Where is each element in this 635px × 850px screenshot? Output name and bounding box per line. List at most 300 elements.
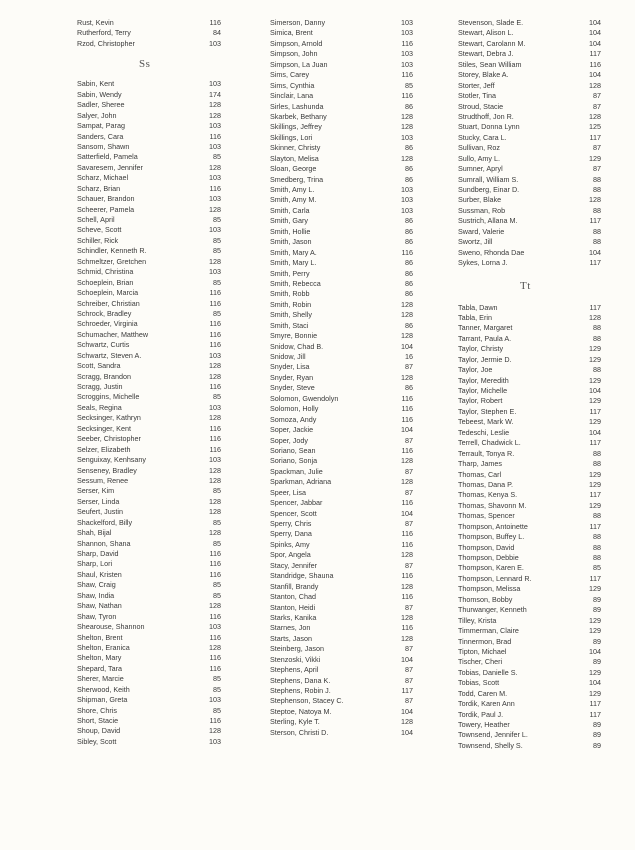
entry-name: Skillings, Jeffrey <box>270 122 322 132</box>
index-entry <box>458 459 601 469</box>
entry-page-number: 128 <box>401 111 413 121</box>
entry-name: Stephens, Robin J. <box>270 686 331 695</box>
entry-page-number: 128 <box>209 110 221 120</box>
index-entry <box>270 634 413 644</box>
index-entry <box>77 716 221 726</box>
entry-page-number: 87 <box>405 435 413 445</box>
entry-name: Shepard, Tara <box>77 663 123 673</box>
entry-name: Taylor, Stephen E. <box>458 406 517 416</box>
entry-page-number: 85 <box>213 308 221 318</box>
entry-page-number: 104 <box>401 508 413 518</box>
entry-page-number: 103 <box>209 267 221 277</box>
entry-page-number: 103 <box>209 79 221 89</box>
entry-page-number: 129 <box>589 584 601 594</box>
entry-name: Tilley, Krista <box>458 615 497 625</box>
entry-page-number: 125 <box>589 122 601 132</box>
entry-name: Stewart, Debra J. <box>458 49 514 59</box>
entry-page-number: 87 <box>593 101 601 111</box>
entry-name: Smith, Rebecca <box>270 278 321 288</box>
entry-name: Todd, Caren M. <box>458 688 508 698</box>
entry-name: Sinclair, Lana <box>270 91 314 101</box>
entry-name: Short, Stacie <box>77 716 119 725</box>
entry-name: Smith, Jason <box>270 237 312 247</box>
index-entry <box>270 102 413 112</box>
entry-name: Terrell, Chadwick L. <box>458 438 521 448</box>
entry-name: Taylor, Robert <box>458 396 503 406</box>
entry-page-number: 128 <box>401 633 413 643</box>
entry-page-number: 87 <box>593 91 601 101</box>
entry-name: Stacy, Jennifer <box>270 560 318 570</box>
index-entry <box>270 300 413 310</box>
entry-page-number: 116 <box>209 653 221 663</box>
entry-name: Satterfield, Pamela <box>77 152 138 162</box>
index-entry <box>77 434 221 444</box>
entry-name: Shaw, Tyron <box>77 611 117 621</box>
entry-name: Stevenson, Slade E. <box>458 18 524 27</box>
entry-page-number: 86 <box>405 258 413 268</box>
index-entry <box>77 486 221 496</box>
entry-name: Sperry, Dana <box>270 529 312 539</box>
entry-name: Schumacher, Matthew <box>77 329 149 339</box>
entry-page-number: 103 <box>209 38 221 48</box>
index-entry <box>458 386 601 396</box>
entry-page-number: 86 <box>405 164 413 174</box>
index-entry <box>458 303 601 313</box>
entry-name: Sims, Cynthia <box>270 80 315 90</box>
entry-name: Sansom, Shawn <box>77 141 130 151</box>
entry-page-number: 116 <box>209 632 221 642</box>
index-entry <box>270 728 413 738</box>
entry-name: Starks, Kanika <box>270 612 317 622</box>
entry-page-number: 116 <box>401 539 413 549</box>
entry-page-number: 116 <box>401 498 413 508</box>
entry-page-number: 86 <box>405 174 413 184</box>
index-entry <box>77 90 221 100</box>
entry-page-number: 89 <box>593 657 601 667</box>
index-entry <box>458 122 601 132</box>
entry-page-number: 129 <box>589 396 601 406</box>
index-entry <box>77 288 221 298</box>
entry-name: Sharp, Lori <box>77 559 113 569</box>
section-entries <box>270 18 413 738</box>
index-entry <box>77 737 221 747</box>
index-entry <box>77 674 221 684</box>
entry-name: Seufert, Justin <box>77 507 123 517</box>
entry-name: Schindler, Kenneth R. <box>77 246 147 256</box>
index-entry <box>458 133 601 143</box>
index-entry <box>458 501 601 511</box>
entry-name: Taylor, Christy <box>458 344 504 354</box>
entry-page-number: 85 <box>213 538 221 548</box>
entry-page-number: 104 <box>589 646 601 656</box>
entry-page-number: 89 <box>593 636 601 646</box>
entry-name: Sanders, Cara <box>77 131 124 141</box>
entry-name: Sweno, Rhonda Dae <box>458 247 525 257</box>
entry-page-number: 86 <box>405 268 413 278</box>
index-entry <box>458 470 601 480</box>
entry-name: Terrault, Tonya R. <box>458 448 515 458</box>
index-entry <box>77 403 221 413</box>
entry-name: Speer, Lisa <box>270 487 306 497</box>
entry-page-number: 116 <box>209 131 221 141</box>
index-entry <box>458 355 601 365</box>
entry-name: Thompson, Buffey L. <box>458 532 525 542</box>
entry-page-number: 89 <box>593 605 601 615</box>
entry-page-number: 116 <box>209 716 221 725</box>
entry-page-number: 129 <box>589 479 601 489</box>
index-entry <box>270 227 413 237</box>
entry-name: Scheve, Scott <box>77 225 122 235</box>
entry-page-number: 128 <box>209 361 221 371</box>
index-entry <box>458 490 601 500</box>
entry-page-number: 116 <box>209 319 221 329</box>
entry-page-number: 128 <box>209 507 221 517</box>
index-entry <box>77 466 221 476</box>
entry-name: Skillings, Lori <box>270 132 313 142</box>
entry-page-number: 87 <box>405 644 413 654</box>
entry-name: Schell, April <box>77 215 115 224</box>
index-entry <box>77 664 221 674</box>
entry-page-number: 174 <box>209 89 221 99</box>
entry-page-number: 128 <box>401 299 413 309</box>
entry-name: Smith, Staci <box>270 320 309 330</box>
index-entry <box>270 321 413 331</box>
entry-page-number: 129 <box>589 153 601 163</box>
index-entry <box>77 392 221 402</box>
entry-page-number: 88 <box>593 185 601 194</box>
index-entry <box>77 643 221 653</box>
entry-name: Stenzoski, Vikki <box>270 654 321 664</box>
entry-page-number: 88 <box>593 542 601 552</box>
section-entries <box>458 303 601 752</box>
index-entry <box>458 584 601 594</box>
index-entry <box>458 710 601 720</box>
entry-name: Scroggins, Michelle <box>77 392 140 402</box>
index-entry <box>270 143 413 153</box>
entry-name: Towery, Heather <box>458 720 510 729</box>
entry-name: Sterson, Christi D. <box>270 727 329 737</box>
entry-page-number: 89 <box>593 720 601 729</box>
entry-name: Simpson, La Juan <box>270 59 328 69</box>
index-entry <box>77 612 221 622</box>
entry-name: Slayton, Melisa <box>270 153 319 163</box>
index-entry <box>458 396 601 406</box>
entry-name: Serser, Linda <box>77 496 120 506</box>
entry-name: Sumner, Apryl <box>458 164 503 174</box>
entry-page-number: 104 <box>589 247 601 257</box>
index-entry <box>458 49 601 59</box>
entry-name: Shackelford, Billy <box>77 517 133 527</box>
index-entry <box>77 132 221 142</box>
entry-page-number: 117 <box>589 49 601 59</box>
entry-name: Sherer, Marcie <box>77 674 124 684</box>
entry-name: Secksinger, Kathryn <box>77 413 141 423</box>
index-entry <box>77 330 221 340</box>
entry-name: Townsend, Jennifer L. <box>458 730 528 740</box>
entry-page-number: 86 <box>405 226 413 236</box>
entry-name: Thompson, Melissa <box>458 584 521 594</box>
entry-page-number: 103 <box>209 455 221 465</box>
index-entry <box>270 498 413 508</box>
entry-name: Spinks, Amy <box>270 539 310 549</box>
entry-name: Tordik, Paul J. <box>458 709 504 719</box>
entry-name: Simpson, John <box>270 49 318 59</box>
index-entry <box>270 425 413 435</box>
entry-page-number: 85 <box>593 563 601 573</box>
entry-name: Smith, Perry <box>270 268 310 278</box>
entry-page-number: 85 <box>213 246 221 256</box>
entry-name: Standridge, Shauna <box>270 571 334 581</box>
entry-page-number: 116 <box>209 444 221 454</box>
index-entry <box>77 173 221 183</box>
index-entry <box>270 154 413 164</box>
entry-page-number: 85 <box>405 80 413 90</box>
entry-page-number: 87 <box>405 602 413 612</box>
index-entry <box>458 417 601 427</box>
entry-page-number: 104 <box>401 425 413 435</box>
entry-page-number: 103 <box>401 195 413 205</box>
entry-name: Thompson, David <box>458 542 515 552</box>
entry-name: Stewart, Alison L. <box>458 28 514 38</box>
section-heading-s: Ss <box>139 58 151 71</box>
index-entry <box>458 626 601 636</box>
index-entry <box>458 164 601 174</box>
entry-page-number: 87 <box>405 560 413 570</box>
index-entry <box>270 133 413 143</box>
entry-page-number: 89 <box>593 740 601 750</box>
index-entry <box>458 18 601 28</box>
entry-page-number: 104 <box>589 38 601 48</box>
entry-name: Sullo, Amy L. <box>458 153 500 163</box>
entry-page-number: 84 <box>213 28 221 38</box>
entry-name: Sharp, David <box>77 549 119 558</box>
index-entry <box>458 227 601 237</box>
entry-name: Secksinger, Kent <box>77 423 131 433</box>
entry-page-number: 128 <box>209 371 221 381</box>
index-entry <box>77 633 221 643</box>
entry-name: Stotler, Tina <box>458 91 496 101</box>
entry-page-number: 128 <box>209 465 221 475</box>
entry-name: Scharz, Michael <box>77 173 129 183</box>
index-entry <box>77 601 221 611</box>
index-entry <box>77 580 221 590</box>
index-entry <box>270 18 413 28</box>
index-entry <box>458 511 601 521</box>
entry-name: Sperry, Chris <box>270 519 312 528</box>
entry-name: Shah, Bijal <box>77 528 112 538</box>
index-entry <box>458 154 601 164</box>
entry-page-number: 104 <box>401 706 413 716</box>
index-entry <box>270 655 413 665</box>
entry-page-number: 103 <box>401 205 413 215</box>
entry-page-number: 129 <box>589 626 601 636</box>
entry-page-number: 88 <box>593 553 601 562</box>
entry-name: Schmid, Christina <box>77 267 134 277</box>
entry-name: Smith, Mary A. <box>270 247 317 257</box>
index-entry <box>77 100 221 110</box>
entry-page-number: 117 <box>589 132 601 142</box>
entry-page-number: 128 <box>589 80 601 90</box>
index-entry <box>270 39 413 49</box>
entry-page-number: 103 <box>209 736 221 746</box>
entry-name: Tischer, Cheri <box>458 657 503 667</box>
entry-name: Tordik, Karen Ann <box>458 699 515 709</box>
entry-page-number: 116 <box>209 663 221 673</box>
entry-name: Thomas, Spencer <box>458 511 515 521</box>
entry-name: Skarbek, Bethany <box>270 111 327 121</box>
entry-page-number: 87 <box>405 675 413 685</box>
entry-name: Scott, Sandra <box>77 361 121 371</box>
index-entry <box>458 185 601 195</box>
entry-name: Smith, Amy M. <box>270 195 317 205</box>
entry-name: Seals, Regina <box>77 402 122 412</box>
entry-name: Skinner, Christy <box>270 143 321 153</box>
index-entry <box>458 112 601 122</box>
entry-page-number: 85 <box>213 590 221 600</box>
entry-page-number: 116 <box>401 571 413 581</box>
index-entry <box>458 313 601 323</box>
entry-name: Smith, Amy L. <box>270 185 315 194</box>
entry-page-number: 88 <box>593 205 601 215</box>
entry-page-number: 89 <box>593 730 601 740</box>
index-entry <box>458 70 601 80</box>
entry-page-number: 103 <box>209 695 221 705</box>
section-entries <box>77 79 221 747</box>
index-entry <box>270 582 413 592</box>
entry-page-number: 116 <box>209 18 221 27</box>
entry-name: Snyder, Ryan <box>270 372 314 382</box>
index-entry <box>270 592 413 602</box>
entry-page-number: 116 <box>209 423 221 433</box>
index-entry <box>77 319 221 329</box>
index-entry <box>77 726 221 736</box>
index-entry <box>458 438 601 448</box>
entry-name: Somoza, Andy <box>270 414 317 424</box>
entry-page-number: 128 <box>209 726 221 736</box>
index-entry <box>458 637 601 647</box>
index-column-2 <box>270 18 413 738</box>
entry-name: Shaw, India <box>77 590 115 600</box>
entry-page-number: 103 <box>209 622 221 632</box>
index-entry <box>270 446 413 456</box>
index-entry <box>458 553 601 563</box>
entry-name: Tinnermon, Brad <box>458 636 512 646</box>
entry-name: Thomas, Kenya S. <box>458 490 518 500</box>
index-entry <box>458 195 601 205</box>
index-entry <box>458 39 601 49</box>
index-column-3 <box>458 18 601 751</box>
entry-name: Sterling, Kyle T. <box>270 717 320 727</box>
entry-name: Sims, Carey <box>270 70 310 80</box>
entry-page-number: 104 <box>589 18 601 27</box>
index-entry <box>77 559 221 569</box>
entry-page-number: 117 <box>589 573 601 583</box>
entry-name: Scharz, Brian <box>77 183 121 193</box>
entry-page-number: 104 <box>589 386 601 395</box>
index-entry <box>270 269 413 279</box>
entry-name: Tabla, Erin <box>458 312 492 322</box>
entry-name: Thomas, Shavonn M. <box>458 500 527 510</box>
index-entry <box>270 404 413 414</box>
entry-name: Thompson, Debbie <box>458 553 519 562</box>
entry-page-number: 116 <box>401 592 413 602</box>
entry-name: Sullivan, Roz <box>458 143 500 153</box>
entry-page-number: 104 <box>589 28 601 38</box>
index-entry <box>270 70 413 80</box>
index-entry <box>458 248 601 258</box>
entry-name: Sabin, Wendy <box>77 89 122 99</box>
entry-page-number: 128 <box>209 204 221 214</box>
entry-page-number: 128 <box>209 413 221 423</box>
entry-page-number: 85 <box>213 674 221 684</box>
index-entry <box>270 49 413 59</box>
entry-page-number: 87 <box>405 466 413 476</box>
entry-name: Tabla, Dawn <box>458 302 498 312</box>
entry-page-number: 88 <box>593 323 601 333</box>
entry-name: Stephens, April <box>270 665 319 675</box>
index-entry <box>77 225 221 235</box>
index-entry <box>458 428 601 438</box>
index-entry <box>458 532 601 542</box>
entry-name: Shipman, Greta <box>77 695 128 705</box>
index-entry <box>270 717 413 727</box>
index-entry <box>458 102 601 112</box>
index-entry <box>458 216 601 226</box>
entry-page-number: 128 <box>401 550 413 560</box>
entry-page-number: 103 <box>401 18 413 27</box>
index-entry <box>270 383 413 393</box>
entry-page-number: 85 <box>213 277 221 287</box>
entry-page-number: 104 <box>589 678 601 688</box>
entry-page-number: 103 <box>209 225 221 235</box>
entry-page-number: 88 <box>593 365 601 375</box>
entry-page-number: 128 <box>401 581 413 591</box>
entry-page-number: 88 <box>593 511 601 521</box>
entry-page-number: 128 <box>209 528 221 538</box>
entry-page-number: 88 <box>593 174 601 184</box>
entry-name: Sirles, Lashunda <box>270 101 324 111</box>
index-entry <box>458 206 601 216</box>
index-entry <box>270 373 413 383</box>
entry-page-number: 104 <box>589 427 601 437</box>
entry-name: Seeber, Christopher <box>77 434 141 444</box>
entry-name: Sustrich, Allana M. <box>458 216 518 226</box>
entry-name: Schoeplein, Marcia <box>77 288 139 298</box>
entry-name: Sampat, Parag <box>77 121 125 131</box>
index-entry <box>77 476 221 486</box>
index-entry <box>270 696 413 706</box>
index-entry <box>458 334 601 344</box>
entry-page-number: 103 <box>401 132 413 142</box>
entry-page-number: 117 <box>589 216 601 226</box>
index-entry <box>458 365 601 375</box>
index-entry <box>458 175 601 185</box>
entry-name: Snidow, Jill <box>270 352 306 361</box>
entry-name: Tharp, James <box>458 459 502 469</box>
entry-name: Soriano, Sean <box>270 445 316 455</box>
index-column-1 <box>77 18 221 747</box>
entry-page-number: 116 <box>401 404 413 414</box>
entry-name: Storter, Jeff <box>458 80 495 90</box>
entry-name: Salyer, John <box>77 110 117 120</box>
lead-entries <box>458 18 601 269</box>
entry-name: Tarrant, Paula A. <box>458 333 512 343</box>
entry-page-number: 85 <box>213 215 221 224</box>
entry-page-number: 103 <box>209 121 221 131</box>
index-entry <box>270 456 413 466</box>
index-entry <box>77 309 221 319</box>
index-entry <box>270 164 413 174</box>
